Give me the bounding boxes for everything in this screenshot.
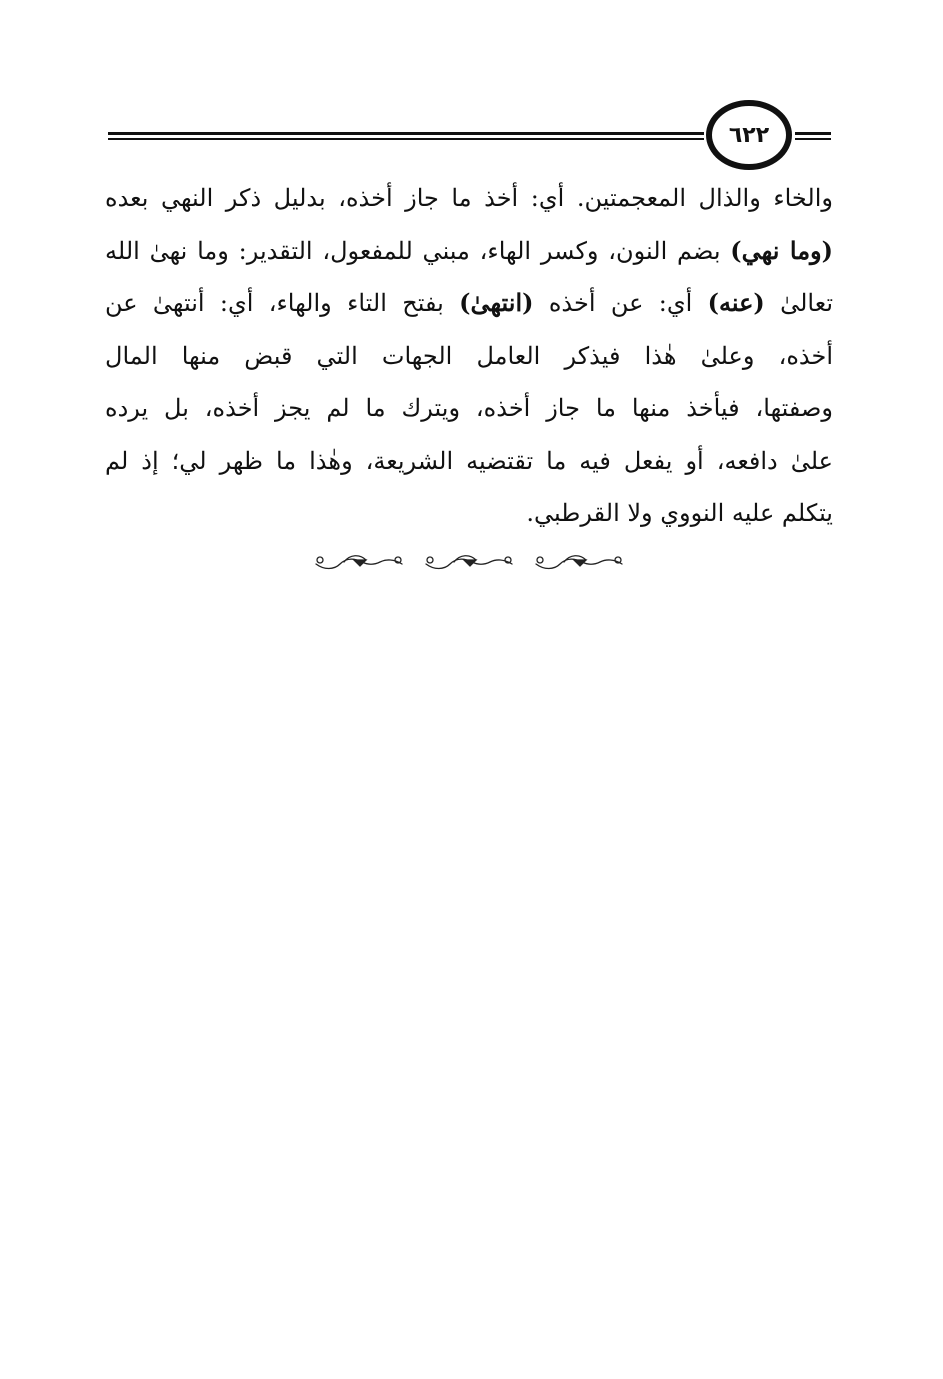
header-rule-thin-right: [795, 138, 831, 140]
floral-divider-icon: [310, 550, 630, 574]
text-run: علىٰ دافعه، أو يفعل فيه ما تقتضيه الشريعة، وهٰذا ما ظهر لي؛ إذ لم: [105, 446, 833, 475]
bold-term: (وما نهي): [730, 235, 833, 265]
text-run: أخذه، وعلىٰ هٰذا فيذكر العامل الجهات التي قبض منها المال: [105, 341, 834, 370]
text-line: [105, 382, 833, 435]
text-line: [105, 435, 833, 488]
text-line: [105, 330, 833, 383]
text-run: بضم النون، وكسر الهاء، مبني للمفعول، التقدير: وما نهىٰ الله: [105, 236, 731, 265]
page-header: [100, 100, 835, 170]
text-run: بفتح التاء والهاء، أي: أنتهىٰ عن: [105, 289, 460, 317]
page-number: ٦٢٢: [728, 122, 770, 148]
header-rule-thick-right: [795, 132, 831, 135]
header-rule-thin: [108, 138, 704, 140]
body-text: [105, 172, 833, 540]
text-run: يتكلم عليه النووي ولا القرطبي.: [526, 499, 833, 527]
text-run: والخاء والذال المعجمتين. أي: أخذ ما جاز أخذه، بدليل ذكر النهي بعده: [105, 184, 833, 212]
header-rule-thick: [108, 132, 704, 135]
text-run: وصفتها، فيأخذ منها ما جاز أخذه، ويترك ما لم يجز أخذه، بل يرده: [105, 394, 833, 422]
text-line: [105, 172, 833, 225]
text-line: [105, 225, 833, 278]
text-line: [105, 487, 833, 540]
text-run: تعالىٰ: [764, 289, 833, 317]
text-line: [105, 277, 833, 330]
bold-term: (عنه): [707, 288, 765, 317]
ornament-unit: [316, 556, 402, 569]
text-run: أي: عن أخذه: [533, 289, 708, 317]
bold-term: (انتهىٰ): [459, 288, 534, 317]
page-number-badge: [706, 100, 792, 170]
